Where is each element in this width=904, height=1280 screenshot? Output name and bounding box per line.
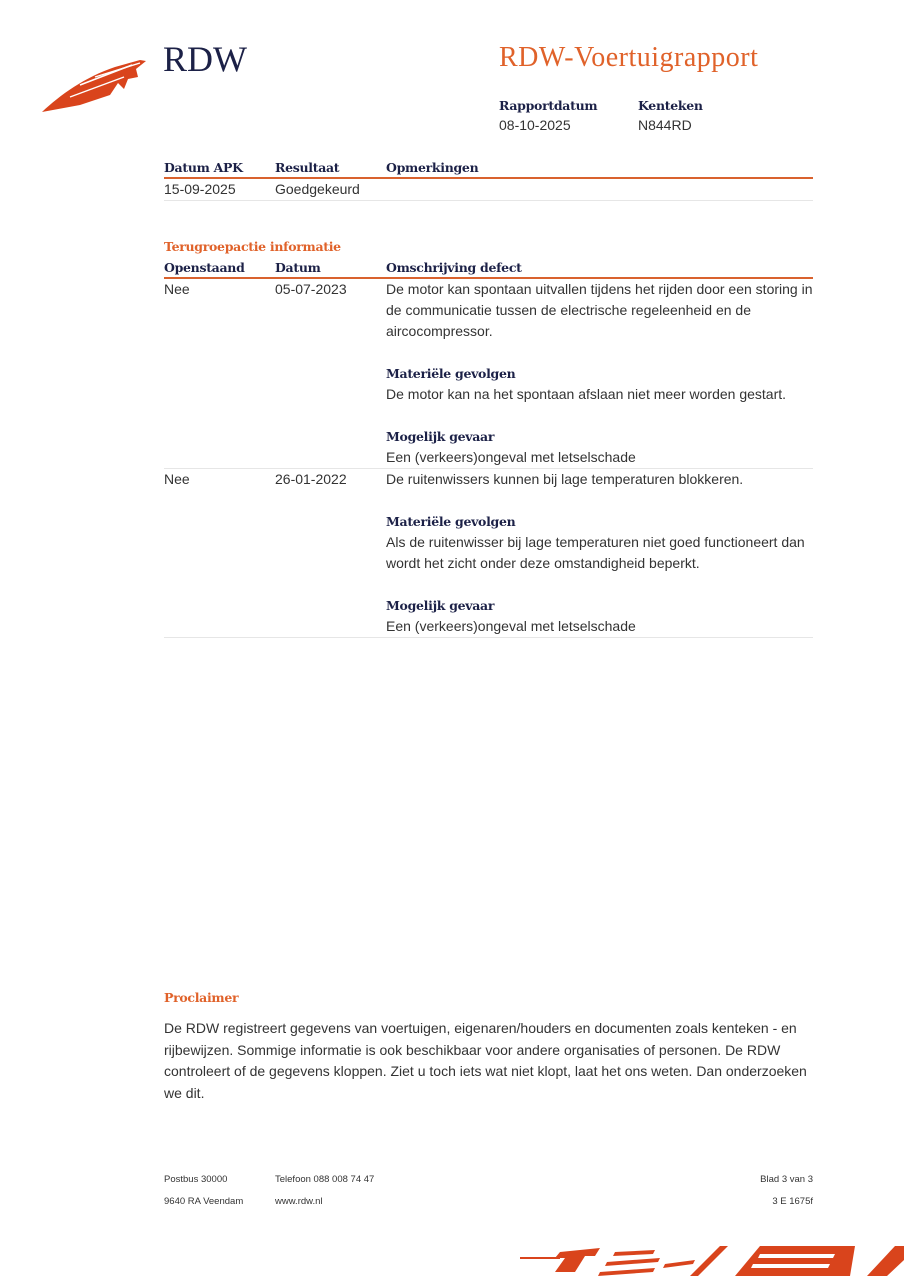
proclaimer-text: De RDW registreert gegevens van voertuigen, eigenaren/houders en documenten zoals kenteken - en rijbewijzen. Sommige informatie is ook beschikbaar voor andere organisaties of personen. De RDW controleert of de gegevens kloppen. Ziet u toch iets wat niet klopt, laat het ons weten. Dan onderzoeken we dit. xyxy=(164,1020,807,1101)
col-datum: Datum xyxy=(275,260,321,275)
footer-website-link[interactable]: www.rdw.nl xyxy=(275,1196,323,1207)
recall-table xyxy=(164,260,813,638)
col-datum-apk: Datum APK xyxy=(164,160,243,175)
recall-open: Nee xyxy=(164,281,190,297)
table-row xyxy=(164,469,813,638)
footer-phone: Telefoon 088 008 74 47 xyxy=(275,1174,375,1185)
table-row xyxy=(164,279,813,469)
report-title: RDW-Voertuigrapport xyxy=(499,42,759,73)
material-consequences: De motor kan na het spontaan afslaan niet meer worden gestart. xyxy=(386,386,787,402)
license-plate-label: Kenteken xyxy=(638,98,703,113)
report-date-block xyxy=(499,98,597,133)
possible-danger-label: Mogelijk gevaar xyxy=(386,598,495,613)
material-consequences-label: Materiële gevolgen xyxy=(386,514,516,529)
col-omschrijving: Omschrijving defect xyxy=(386,260,522,275)
rdw-feather-logo-icon xyxy=(40,55,150,115)
recall-open: Nee xyxy=(164,471,190,487)
report-date-label: Rapportdatum xyxy=(499,98,598,113)
apk-result: Goedgekeurd xyxy=(275,181,360,197)
recall-date: 26-01-2022 xyxy=(275,471,347,487)
recall-description: De motor kan spontaan uitvallen tijdens het rijden door een storing in de communicatie tussen de electrische regeleenheid en de aircocompressor. xyxy=(386,281,813,339)
footer-city: 9640 RA Veendam xyxy=(164,1196,244,1207)
possible-danger: Een (verkeers)ongeval met letselschade xyxy=(386,449,636,465)
footer-doc-code: 3 E 1675f xyxy=(772,1196,813,1207)
recall-description-cell xyxy=(386,279,813,468)
recall-description-cell xyxy=(386,469,813,637)
apk-remarks xyxy=(386,179,813,200)
material-consequences: Als de ruitenwisser bij lage temperaturen niet goed functioneert dan wordt het zicht onder deze omstandigheid beperkt. xyxy=(386,534,805,571)
brand-name: RDW xyxy=(163,39,247,79)
report-date-value: 08-10-2025 xyxy=(499,117,571,133)
footer-postbus: Postbus 30000 xyxy=(164,1174,228,1185)
recall-description: De ruitenwissers kunnen bij lage temperaturen blokkeren. xyxy=(386,471,744,487)
col-opmerkingen: Opmerkingen xyxy=(386,160,479,175)
recall-date: 05-07-2023 xyxy=(275,281,347,297)
proclaimer-title: Proclaimer xyxy=(164,990,239,1005)
table-row xyxy=(164,179,813,201)
license-plate-value: N844RD xyxy=(638,117,692,133)
recall-section-title: Terugroepactie informatie xyxy=(164,239,341,254)
apk-table xyxy=(164,160,813,201)
recall-table-header xyxy=(164,260,813,279)
decorative-stripes-icon xyxy=(515,1240,904,1280)
material-consequences-label: Materiële gevolgen xyxy=(386,366,516,381)
apk-table-header xyxy=(164,160,813,179)
possible-danger-label: Mogelijk gevaar xyxy=(386,429,495,444)
footer-page-number: Blad 3 van 3 xyxy=(760,1174,813,1185)
col-resultaat: Resultaat xyxy=(275,160,340,175)
col-openstaand: Openstaand xyxy=(164,260,245,275)
possible-danger: Een (verkeers)ongeval met letselschade xyxy=(386,618,636,634)
apk-date: 15-09-2025 xyxy=(164,181,236,197)
license-plate-block xyxy=(638,98,703,133)
